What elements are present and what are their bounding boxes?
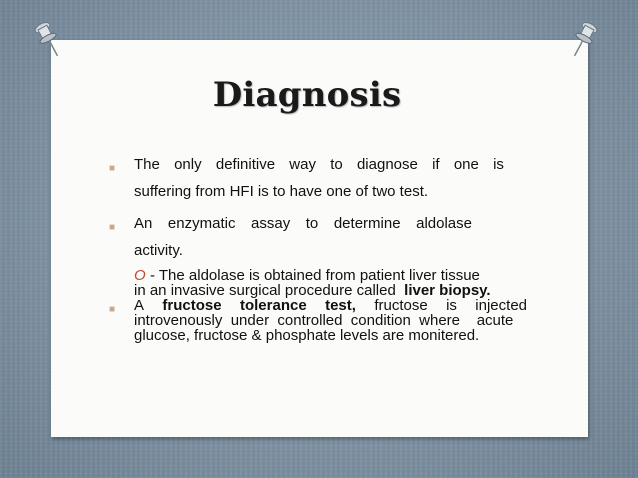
bullet-3-line-2: introvenously under controlled condition where acute [134, 312, 514, 329]
word: to [305, 215, 319, 232]
bullet-1-line-2: suffering from HFI is to have one of two test. [134, 183, 429, 200]
word: determine [333, 215, 401, 232]
bullet-2-line-2: activity. [134, 242, 183, 259]
word: only [174, 156, 202, 173]
bullet-icon: ■ [109, 222, 116, 233]
word: is [493, 156, 504, 173]
word: The [134, 156, 160, 173]
bullet-icon: ■ [109, 304, 116, 315]
push-pin-icon [564, 17, 602, 63]
word: to [330, 156, 343, 173]
word: enzymatic [167, 215, 236, 232]
bullet-3-line-3: glucose, fructose & phosphate levels are monitered. [134, 327, 480, 344]
word: fructose [374, 297, 428, 314]
word: diagnose [356, 156, 418, 173]
word: injected [475, 297, 527, 314]
word: aldolase [416, 215, 472, 232]
word: A [134, 297, 145, 314]
bullet-2-line-1 [134, 215, 472, 232]
word: tolerance [239, 297, 307, 314]
word: definitive [215, 156, 276, 173]
word: if [432, 156, 440, 173]
word: way [289, 156, 316, 173]
liver-biopsy-emphasis: liver biopsy. [404, 282, 491, 299]
word: An [134, 215, 153, 232]
word: test, [325, 297, 356, 314]
word: assay [251, 215, 291, 232]
bullet-1-line-1 [134, 156, 504, 173]
sub-bullet-line-2-text: in an invasive surgical procedure called [134, 282, 405, 299]
sub-bullet-marker: O [134, 267, 146, 284]
word: one [453, 156, 479, 173]
word: fructose [162, 297, 222, 314]
bullet-icon: ■ [109, 163, 116, 174]
slide-title: Diagnosis [212, 75, 402, 115]
word: is [446, 297, 457, 314]
sub-bullet-line-1: - The aldolase is obtained from patient liver tissue [150, 267, 480, 284]
